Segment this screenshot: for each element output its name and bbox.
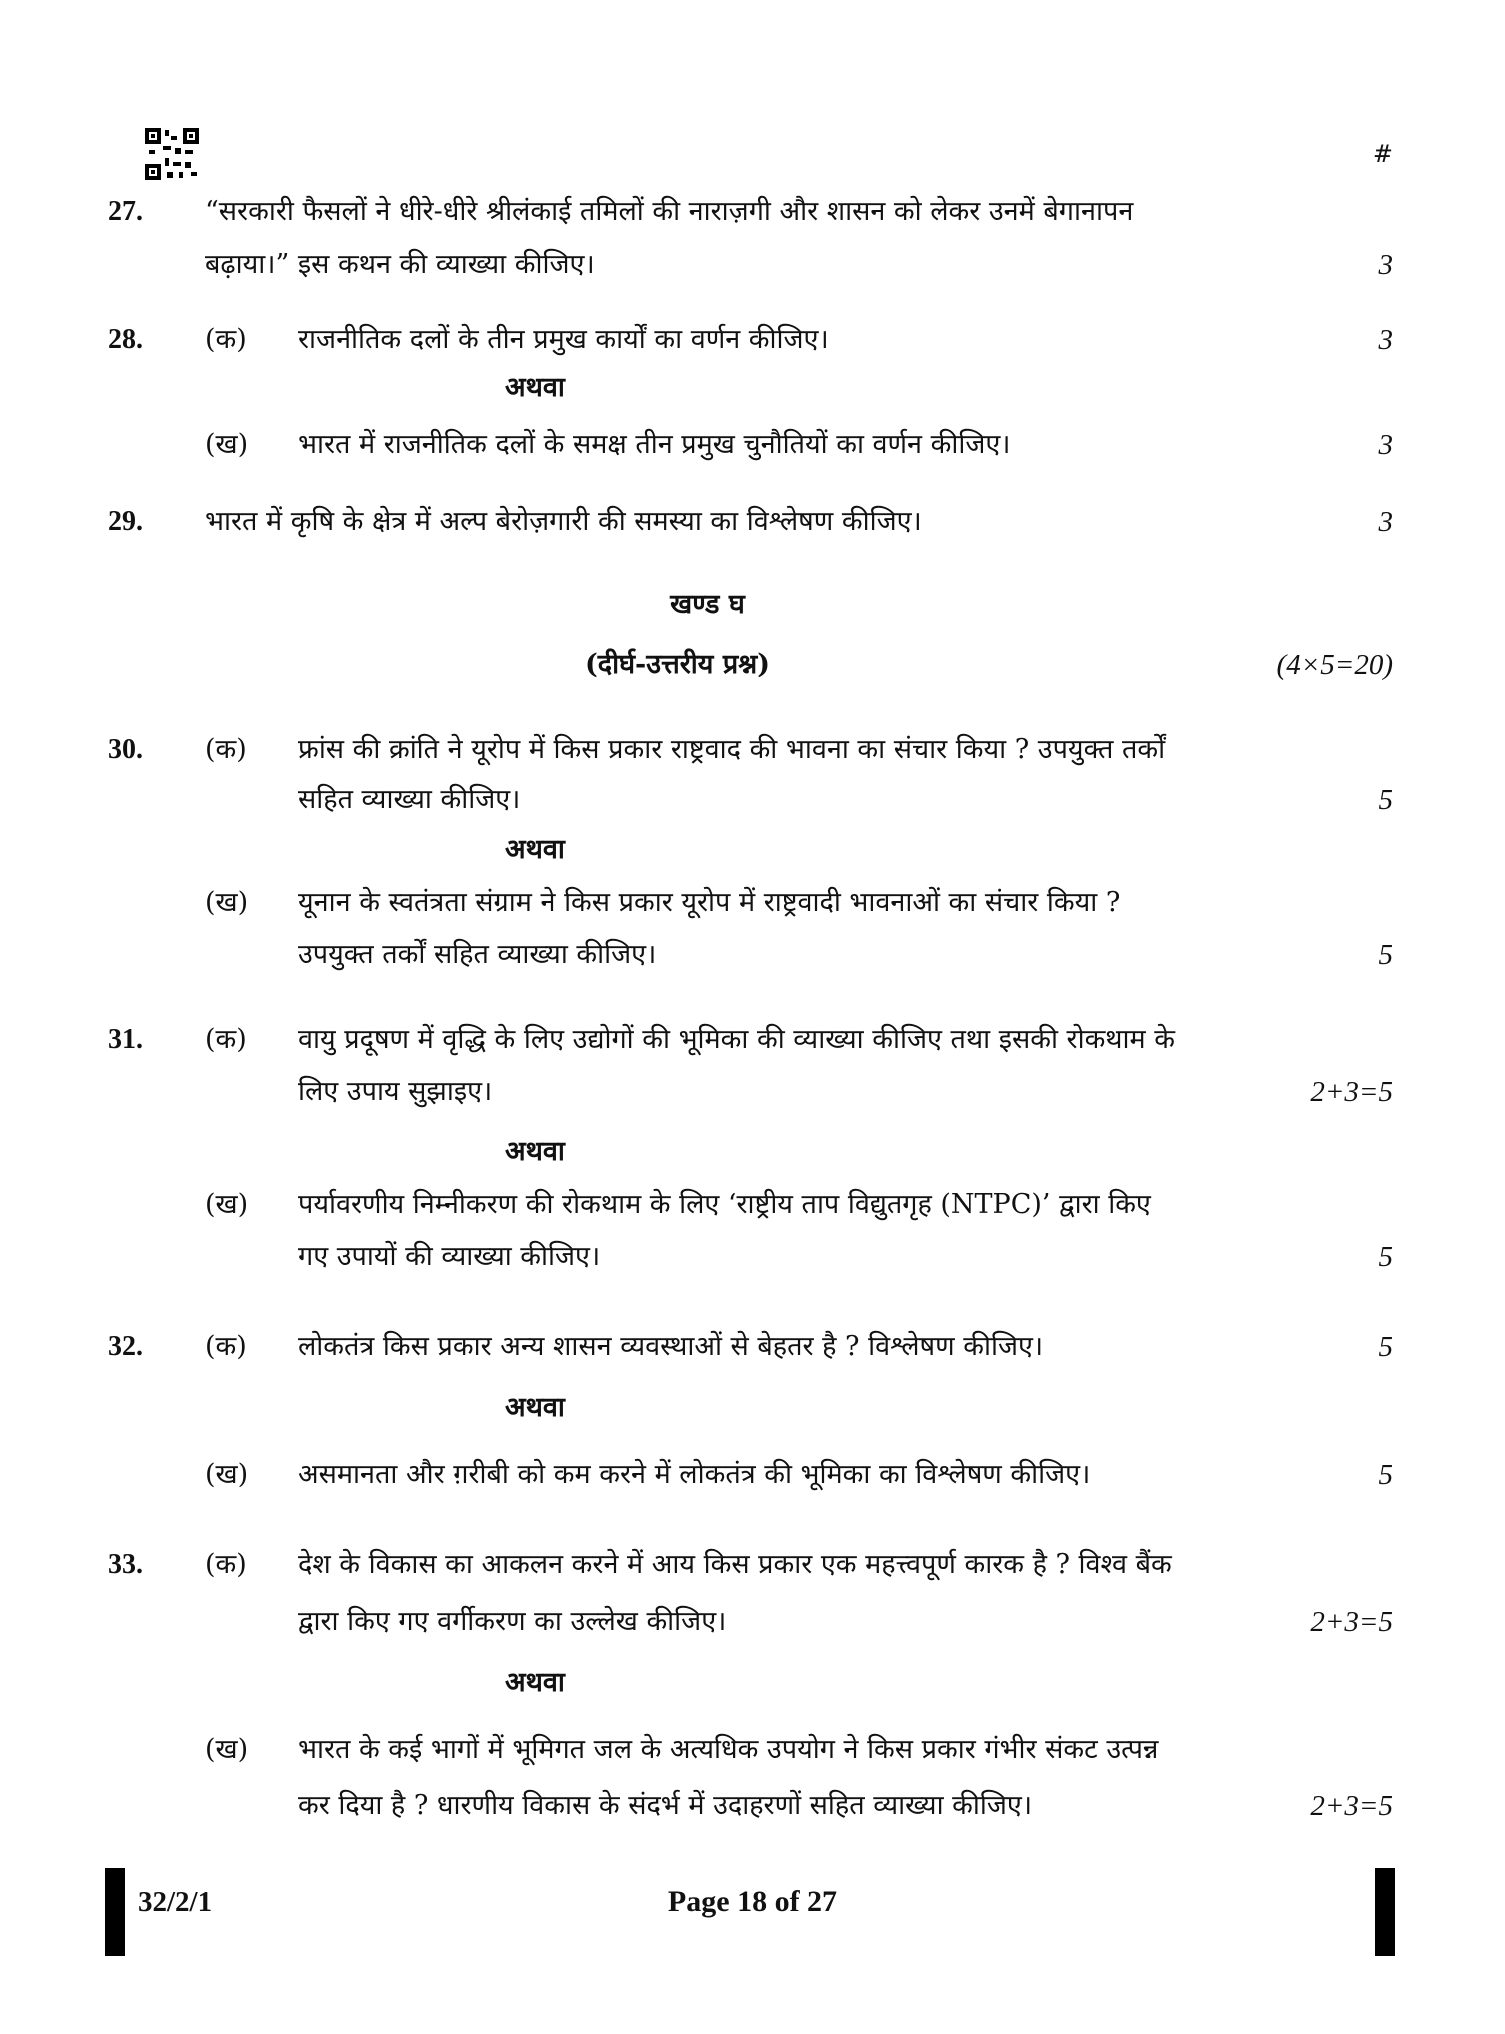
question-text: राजनीतिक दलों के तीन प्रमुख कार्यों का वर्णन कीजिए। [298,324,829,355]
question-number: 29. [108,506,143,537]
question-text: बढ़ाया।” इस कथन की व्याख्या कीजिए। [205,249,595,280]
question-number: 32. [108,1331,143,1362]
question-number: 33. [108,1549,143,1580]
or-divider: अथवा [505,1392,565,1423]
section-title: खण्ड घ [670,589,745,620]
footer-right-bar [1375,1868,1395,1956]
question-text: लोकतंत्र किस प्रकार अन्य शासन व्यवस्थाओं से बेहतर है ? विश्लेषण कीजिए। [298,1331,1044,1362]
question-text: फ्रांस की क्रांति ने यूरोप में किस प्रकार राष्ट्रवाद की भावना का संचार किया ? उपयुक्त तर्कों [298,734,1166,765]
question-text: लिए उपाय सुझाइए। [298,1076,493,1107]
question-number: 27. [108,196,143,227]
option-label: (क) [205,734,247,765]
section-subtitle: (दीर्घ-उत्तरीय प्रश्न) [585,649,771,680]
question-text: गए उपायों की व्याख्या कीजिए। [298,1241,601,1272]
marks: 2+3=5 [1310,1606,1393,1638]
question-text: भारत के कई भागों में भूमिगत जल के अत्यधिक उपयोग ने किस प्रकार गंभीर संकट उत्पन्न [298,1734,1159,1765]
or-divider: अथवा [505,372,565,403]
paper-code: 32/2/1 [138,1886,213,1918]
question-text: कर दिया है ? धारणीय विकास के संदर्भ में उदाहरणों सहित व्याख्या कीजिए। [298,1790,1033,1821]
option-label: (क) [205,1024,247,1055]
option-label: (क) [205,324,247,355]
page-marker: # [1372,140,1393,168]
question-number: 31. [108,1024,143,1055]
question-text: वायु प्रदूषण में वृद्धि के लिए उद्योगों की भूमिका की व्याख्या कीजिए तथा इसकी रोकथाम के [298,1024,1176,1055]
or-divider: अथवा [505,1667,565,1698]
marks: 3 [1378,429,1393,461]
or-divider: अथवा [505,834,565,865]
option-label: (ख) [205,1734,249,1765]
marks: 3 [1378,324,1393,356]
qr-code-icon [145,128,199,180]
question-text: उपयुक्त तर्कों सहित व्याख्या कीजिए। [298,939,657,970]
option-label: (क) [205,1331,247,1362]
page-number: Page 18 of 27 [667,1885,838,1918]
option-label: (ख) [205,1189,249,1220]
option-label: (ख) [205,1459,249,1490]
question-text: सहित व्याख्या कीजिए। [298,784,521,815]
marks: 5 [1378,1241,1393,1273]
question-number: 28. [108,324,143,355]
marks: 5 [1378,784,1393,816]
question-text: यूनान के स्वतंत्रता संग्राम ने किस प्रकार यूरोप में राष्ट्रवादी भावनाओं का संचार किया ? [298,887,1121,918]
question-text: “सरकारी फैसलों ने धीरे-धीरे श्रीलंकाई तमिलों की नाराज़गी और शासन को लेकर उनमें बेगानापन [205,196,1134,227]
question-text: पर्यावरणीय निम्नीकरण की रोकथाम के लिए ‘राष्ट्रीय ताप विद्युतगृह (NTPC)’ द्वारा किए [298,1189,1151,1220]
question-text: असमानता और ग़रीबी को कम करने में लोकतंत्र की भूमिका का विश्लेषण कीजिए। [298,1459,1091,1490]
or-divider: अथवा [505,1136,565,1167]
option-label: (ख) [205,887,249,918]
option-label: (ख) [205,429,249,460]
option-label: (क) [205,1549,247,1580]
marks: 3 [1378,249,1393,281]
question-text: भारत में कृषि के क्षेत्र में अल्प बेरोज़गारी की समस्या का विश्लेषण कीजिए। [205,506,922,537]
section-marks: (4×5=20) [1276,649,1393,681]
marks: 5 [1378,1331,1393,1363]
marks: 2+3=5 [1310,1790,1393,1822]
marks: 2+3=5 [1310,1076,1393,1108]
question-text: द्वारा किए गए वर्गीकरण का उल्लेख कीजिए। [298,1606,727,1637]
question-number: 30. [108,734,143,765]
question-text: देश के विकास का आकलन करने में आय किस प्रकार एक महत्त्वपूर्ण कारक है ? विश्व बैंक [298,1549,1172,1580]
marks: 5 [1378,939,1393,971]
marks: 5 [1378,1459,1393,1491]
marks: 3 [1378,506,1393,538]
question-text: भारत में राजनीतिक दलों के समक्ष तीन प्रमुख चुनौतियों का वर्णन कीजिए। [298,429,1011,460]
